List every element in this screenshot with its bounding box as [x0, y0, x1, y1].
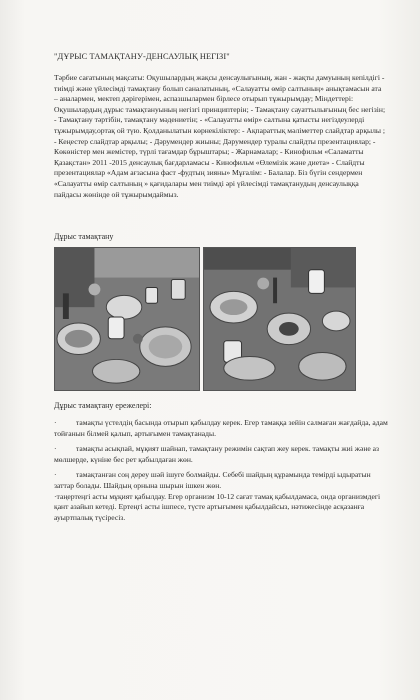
document-title: "ДҰРЫС ТАМАҚТАНУ-ДЕНСАУЛЫҚ НЕГІЗІ" [54, 52, 230, 61]
dining-table-photo-right [204, 248, 355, 390]
rule-text: таңертеңгі асты мұқият қабылдау. Егер организм 10-12 сағат тамақ қабылдамаса, онда организмдегі қант азайып кетеді. Ертеңгі асты ішпесе, түсте артығымен қабылдайсыз, нәтижесінде асқазанға ауыртпалық түсіресіз. [54, 491, 381, 522]
rule-text: тамақты асықпай, мұқият шайнап, тамақтану режимін сақтап жеу керек. тамақты жиі және аз мөлшерде, күніне бес рет қабылдаған жөн. [54, 444, 380, 464]
rule-item [54, 418, 388, 439]
rule-bullet: · [54, 418, 57, 427]
section-heading-proper-eating: Дұрыс тамақтану [54, 232, 114, 241]
rule-bullet: · [54, 444, 57, 454]
intro-paragraph: Тәрбие сағатының мақсаты: Оқушылардың жақсы денсаулығының, жан - жақты дамуының кепілдігі - тиімді және үйлесімді тамақтану болып саналатының, «Салауатты өмір салтының» анықтамасын ата – аналармен, мектеп дәрігерімен, аспазшылармен бірлесе отырып тұжырымдау; Міндеттері: Оқушылардың дұрыс тамақтануының негізгі принциптерін; - Тамақтану сауаттылығының бес негізін; - Тамақтану тәртібін, тамақтану мәдениетін; - «Салауатты өмір» салтына қатысты негіздеулерді тұжырымдау,ортақ ой түю. Қолданылатын көрнекіліктер: - Ақпараттық мәліметтер слайдтар арқылы ; - Кеңестер слайдтар арқылы; - Дәрумендер жиыны; Дәрумендер туралы слайдты презентациялар; - Көкөністер мен жемістер, түрлі тағамдар бұрыштары; - Жарнамалар; - Кинофильм «Саламатты Қазақстан» 2011 -2015 денсаулық бағдарламасы - Кинофильм «Өлемізік және диета» - Слайдты презентациялар «Адам ағзасына фаст -фудтың зияны» Мұғалім: - Балалар. Біз бүгін сендермен «Салауатты өмір салтының » қағидалары мен тиімді әрі үйлесімді тамақтанудың денсаулыққа пайдасы жөнінде ой тұжырымдаймыз. [54, 73, 386, 199]
rule-item [54, 470, 388, 491]
section-heading-rules: Дұрыс тамақтану ережелері: [54, 401, 152, 410]
rule-bullet: · [54, 491, 57, 501]
rules-list [54, 418, 388, 528]
rule-text: тамақтанған соң дереу шәй ішуге болмайды. Себебі шайдың құрамында темірді ыдыратын заттар болады. Шайдың орнына шырын ішкен жөн. [54, 470, 371, 490]
rule-item [54, 492, 388, 524]
dining-table-photo-left [55, 248, 199, 390]
photo-dining-table-right [203, 247, 356, 391]
rule-text: тамақты үстелдің басында отырып қабылдау керек. Егер тамаққа зейін салмаған жағдайда, адам тойғанын білмей қалып, артығымен тамақтанады. [54, 418, 388, 438]
rule-item [54, 444, 388, 465]
photo-dining-table-left [54, 247, 200, 391]
rule-bullet: · [54, 470, 57, 480]
